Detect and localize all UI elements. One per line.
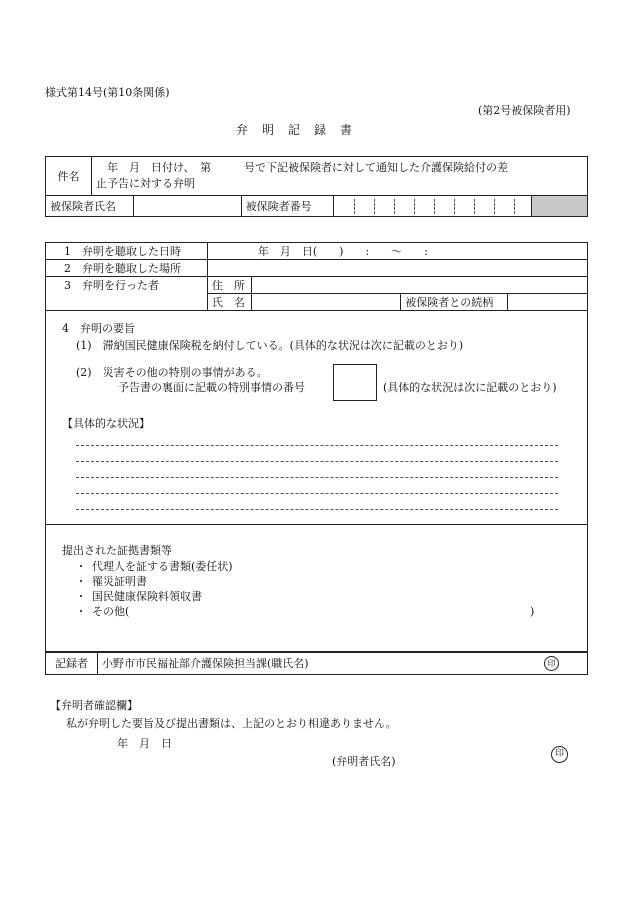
document-item: ・ 代理人を証する書類(委任状) xyxy=(70,561,233,572)
summary-divider xyxy=(45,524,588,525)
subject-table xyxy=(45,156,588,217)
special-circumstance-note: (具体的な状況は次に記載のとおり) xyxy=(383,381,557,394)
situation-line-5[interactable] xyxy=(76,509,558,510)
signer-label: (弁明者氏名) xyxy=(332,755,396,768)
hearing-place-label: 2 弁明を聴取した場所 xyxy=(46,260,208,277)
address-field[interactable] xyxy=(251,277,587,294)
document-item: ・ 罹災証明書 xyxy=(70,576,147,587)
insured-number-shaded-cell xyxy=(532,196,588,217)
summary-item-2: (2) 災害その他の特別の事情がある。 xyxy=(76,366,268,379)
form-number: 様式第14号(第10条関係) xyxy=(45,86,170,99)
hearing-datetime-label: 1 弁明を聴取した日時 xyxy=(46,243,208,260)
page-title: 弁 明 記 録 書 xyxy=(236,123,354,137)
confirmation-date[interactable]: 年 月 日 xyxy=(117,737,172,750)
bullet: ・ xyxy=(75,590,87,603)
insured-name-field[interactable] xyxy=(133,196,241,217)
hearing-table xyxy=(45,242,588,311)
recorder-table xyxy=(45,651,588,675)
confirmation-heading: 【弁明者確認欄】 xyxy=(50,699,138,712)
bullet: ・ xyxy=(75,560,87,573)
hearing-place-field[interactable] xyxy=(207,260,587,277)
situation-line-2[interactable] xyxy=(76,461,558,462)
recorder-value: 小野市市民福祉部介護保険担当課(職氏名) xyxy=(101,657,309,670)
recorder-field[interactable] xyxy=(97,652,587,675)
summary-heading: 4 弁明の要旨 xyxy=(62,322,135,335)
recorder-label: 記録者 xyxy=(46,652,98,675)
insured-name-label: 被保険者氏名 xyxy=(46,196,134,217)
special-circumstance-number-box[interactable] xyxy=(333,364,377,401)
case-line-2: 止予告に対する弁明 xyxy=(95,177,195,190)
signer-seal-icon: 印 xyxy=(551,746,568,763)
situation-heading: 【具体的な状況】 xyxy=(62,417,150,430)
document-item: ・ その他( xyxy=(70,606,129,617)
address-label: 住 所 xyxy=(207,277,251,294)
document-other-close: ) xyxy=(530,605,535,618)
documents-heading: 提出された証拠書類等 xyxy=(62,544,172,557)
relation-label: 被保険者との続柄 xyxy=(401,294,508,311)
special-circumstance-label: 予告書の裏面に記載の特別事情の番号 xyxy=(118,381,305,394)
name-label: 氏 名 xyxy=(207,294,251,311)
usage-note: (第2号被保険者用) xyxy=(478,104,571,117)
insured-number-field[interactable] xyxy=(333,196,531,217)
case-label: 件名 xyxy=(46,157,92,196)
document-item: ・ 国民健康保険料領収書 xyxy=(70,591,202,602)
confirmation-statement: 私が弁明した要旨及び提出書類は、上記のとおり相違ありません。 xyxy=(66,717,397,730)
insured-number-label: 被保険者番号 xyxy=(241,196,333,217)
hearing-datetime-field[interactable]: 年 月 日( ) : ～ : xyxy=(207,243,587,260)
situation-line-1[interactable] xyxy=(76,445,558,446)
speaker-label: 3 弁明を行った者 xyxy=(46,277,208,311)
case-description xyxy=(91,157,587,196)
bullet: ・ xyxy=(75,605,87,618)
bullet: ・ xyxy=(75,575,87,588)
seal-icon: 印 xyxy=(544,656,559,671)
situation-line-3[interactable] xyxy=(76,477,558,478)
situation-line-4[interactable] xyxy=(76,493,558,494)
case-line-1: 年 月 日付け、 第 号で下記被保険者に対して通知した介護保険給付の差 xyxy=(95,161,509,174)
summary-item-1: (1) 滞納国民健康保険税を納付している。(具体的な状況は次に記載のとおり) xyxy=(76,339,464,352)
